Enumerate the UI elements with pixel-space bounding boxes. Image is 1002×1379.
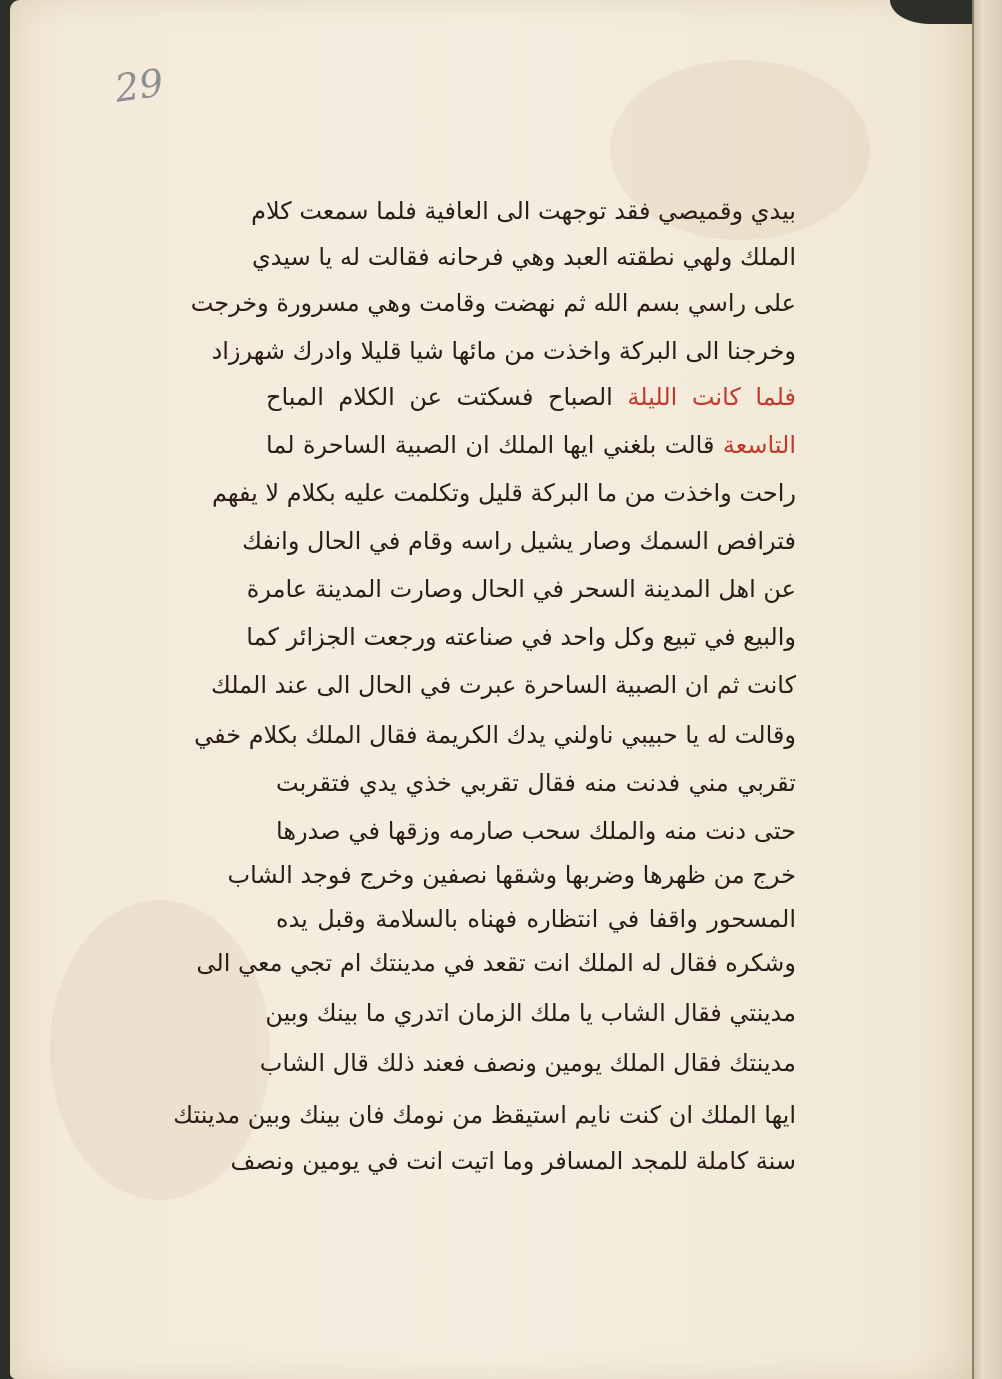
text-line	[227, 854, 796, 896]
line-text: مدينتي فقال الشاب يا ملك الزمان اتدري ما بينك وبين	[265, 999, 796, 1027]
line-text: بيدي وقميصي فقد توجهت الى العافية فلما سمعت كلام	[251, 197, 796, 225]
text-line	[276, 898, 796, 940]
line-text: الصباح فسكتت عن الكلام المباح	[266, 383, 613, 411]
line-text: عن اهل المدينة السحر في الحال وصارت المدينة عامرة	[246, 575, 796, 603]
line-text: قالت بلغني ايها الملك ان الصبية الساحرة لما	[266, 431, 715, 459]
line-text: كانت ثم ان الصبية الساحرة عبرت في الحال الى عند الملك	[211, 671, 796, 699]
adjacent-page-edge	[972, 0, 1002, 1379]
text-line	[211, 330, 796, 372]
text-line	[266, 376, 796, 418]
line-text: الملك ولهي نطقته العبد وهي فرحانه فقالت له يا سيدي	[251, 243, 796, 271]
line-text: فترافص السمك وصار يشيل راسه وقام في الحال وانفك	[242, 527, 796, 555]
line-text: المسحور واقفا في انتظاره فهناه بالسلامة وقبل يده	[276, 905, 796, 933]
folio-number: 29	[112, 60, 167, 111]
manuscript-text-block	[173, 190, 796, 1190]
line-text: ايها الملك ان كنت نايم استيقظ من نومك فان بينك وبين مدينتك	[173, 1101, 796, 1129]
line-text: وقالت له يا حبيبي ناولني يدك الكريمة فقال الملك بكلام خفي	[194, 721, 796, 749]
text-line	[246, 568, 796, 610]
line-text: مدينتك فقال الملك يومين ونصف فعند ذلك قال الشاب	[259, 1049, 796, 1077]
line-text: راحت واخذت من ما البركة قليل وتكلمت عليه بكلام لا يفهم	[211, 479, 796, 507]
manuscript-page	[10, 0, 972, 1379]
text-line	[259, 1042, 796, 1084]
text-line	[266, 424, 796, 466]
line-text: حتى دنت منه والملك سحب صارمه وزقها في صدرها	[276, 817, 796, 845]
rubric-text: فلما كانت الليلة	[612, 383, 796, 411]
text-line	[246, 616, 796, 658]
line-text: خرج من ظهرها وضربها وشقها نصفين وخرج فوجد الشاب	[227, 861, 796, 889]
rubric-text: التاسعة	[714, 431, 796, 459]
text-line	[194, 714, 796, 756]
text-line	[230, 1140, 796, 1182]
text-line	[190, 282, 796, 324]
text-line	[266, 992, 796, 1034]
line-text: وخرجنا الى البركة واخذت من مائها شيا قليلا وادرك شهرزاد	[211, 337, 796, 365]
line-text: سنة كاملة للمجد المسافر وما اتيت انت في يومين ونصف	[230, 1147, 796, 1175]
line-text: تقربي مني فدنت منه فقال تقربي خذي يدي فتقربت	[276, 769, 796, 797]
text-line	[276, 810, 796, 852]
line-text: على راسي بسم الله ثم نهضت وقامت وهي مسرورة وخرجت	[190, 289, 796, 317]
text-line	[276, 762, 796, 804]
text-line	[196, 942, 796, 984]
text-line	[251, 190, 796, 232]
line-text: والبيع في تبيع وكل واحد في صناعته ورجعت الجزائر كما	[246, 623, 796, 651]
text-line	[211, 472, 796, 514]
text-line	[242, 520, 796, 562]
line-text: وشكره فقال له الملك انت تقعد في مدينتك ام تجي معي الى	[196, 949, 796, 977]
text-line	[211, 664, 796, 706]
text-line	[251, 236, 796, 278]
text-line	[173, 1094, 796, 1136]
